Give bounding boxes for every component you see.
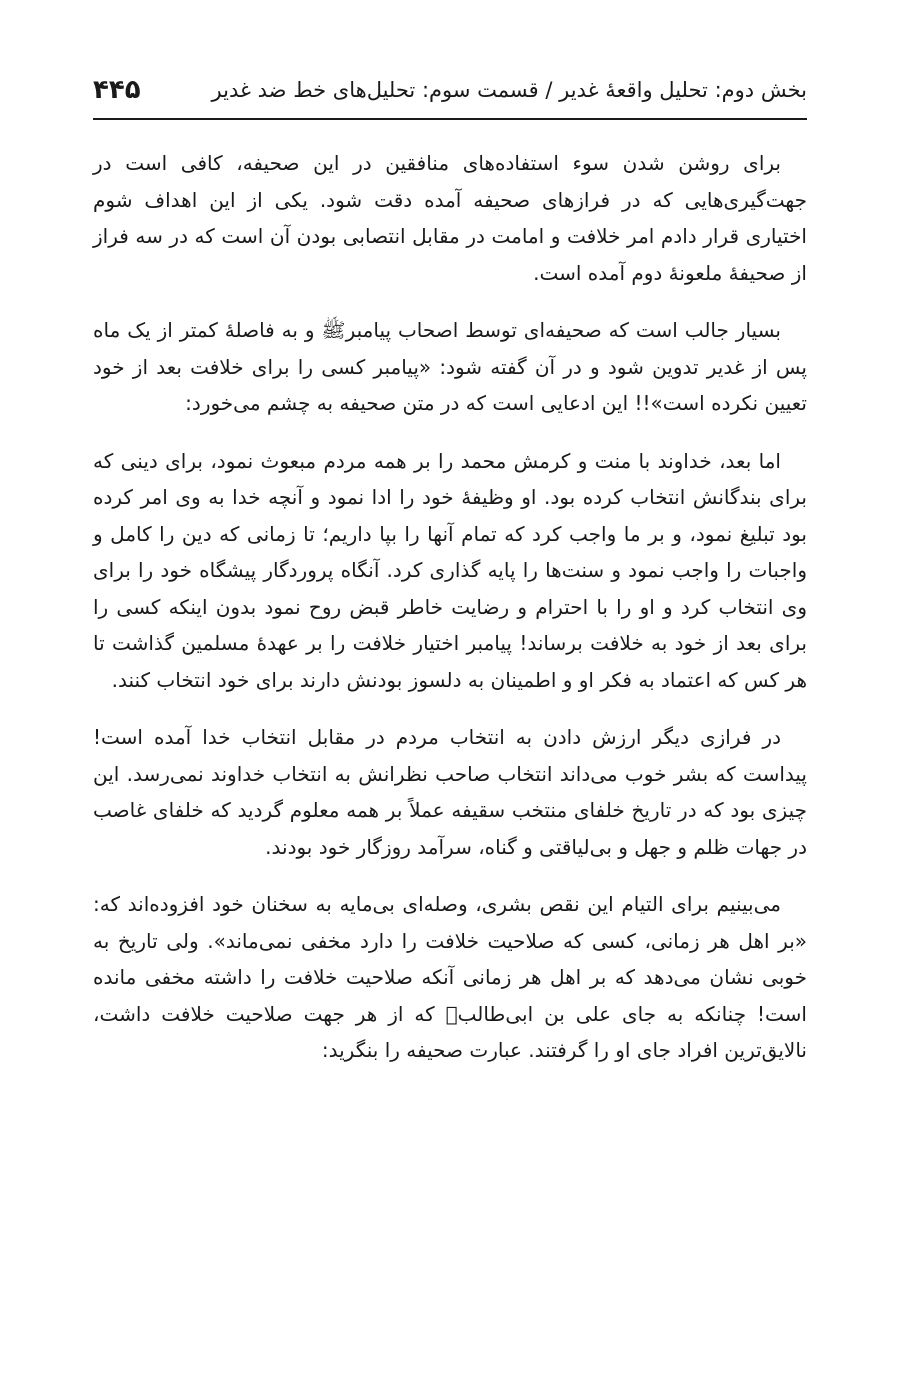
page-number: ۴۴۵ bbox=[93, 75, 141, 105]
paragraph: اما بعد، خداوند با منت و کرمش محمد را بر همه مردم مبعوث نمود، برای دینی که برای بندگانش انتخاب کرده بود. او وظیفهٔ خود را ادا نمود و آنچه خدا به وی امر کرده بود تبلیغ نمود، و بر ما واجب کرد که تمام آنها را بپا داریم؛ تا زمانی که دین را کامل و واجبات را واجب نمود و سنت‌ها را پایه گذاری کرد. آنگاه پروردگار پیشگاه خود را برای وی انتخاب کرد و او را با احترام و رضایت خاطر قبض روح نمود بدون اینکه کسی را برای بعد از خود به خلافت برساند! پیامبر اختیار خلافت را بر عهدهٔ مسلمین گذاشت تا هر کس که اعتماد به فکر او و اطمینان به دلسوز بودنش دارند برای خود انتخاب کنند. bbox=[93, 448, 807, 692]
paragraph: می‌بینیم برای التیام این نقص بشری، وصله‌ای بی‌مایه به سخنان خود افزوده‌اند که: «بر اهل هر زمانی، کسی که صلاحیت خلافت را دارد مخفی نمی‌ماند». ولی تاریخ به خوبی نشان می‌دهد که بر اهل هر زمانی آنکه صلاحیت خلافت را داشته مخفی مانده است! چنانکه به جای علی بن ابی‌طالبؑ که از هر جهت صلاحیت خلافت داشت، نالایق‌ترین افراد جای او را گرفتند. عبارت صحیفه را بنگرید: bbox=[93, 892, 807, 1062]
body-text bbox=[93, 145, 807, 1090]
paragraph: برای روشن شدن سوء استفاده‌های منافقین در این صحیفه، کافی است در جهت‌گیری‌هایی که در فرازهای صحیفه آمده دقت شود. یکی از این اهداف شوم اختیاری قرار دادم امر خلافت و امامت در مقابل انتصابی بودن آن است که در سه فراز از صحیفهٔ ملعونهٔ دوم آمده است. bbox=[93, 151, 807, 285]
paragraph: بسیار جالب است که صحیفه‌ای توسط اصحاب پیامبرﷺ و به فاصلهٔ کمتر از یک ماه پس از غدیر تدوین شود و در آن گفته شود: «پیامبر کسی را برای خلافت بعد از خود تعیین نکرده است»!! این ادعایی است که در متن صحیفه به چشم می‌خورد: bbox=[93, 318, 807, 415]
header-divider bbox=[93, 118, 807, 120]
page-header bbox=[93, 68, 807, 112]
running-title: بخش دوم: تحلیل واقعهٔ غدیر / قسمت سوم: تحلیل‌های خط ضد غدیر bbox=[211, 78, 807, 102]
paragraph: در فرازی دیگر ارزش دادن به انتخاب مردم در مقابل انتخاب خدا آمده است! پیداست که بشر خوب می‌داند انتخاب صاحب نظرانش به انتخاب خداوند نمی‌رسد. این چیزی بود که در تاریخ خلفای منتخب سقیفه عملاً بر همه معلوم گردید که خلفای غاصب در جهات ظلم و جهل و بی‌لیاقتی و گناه، سرآمد روزگار خود بودند. bbox=[93, 725, 807, 859]
